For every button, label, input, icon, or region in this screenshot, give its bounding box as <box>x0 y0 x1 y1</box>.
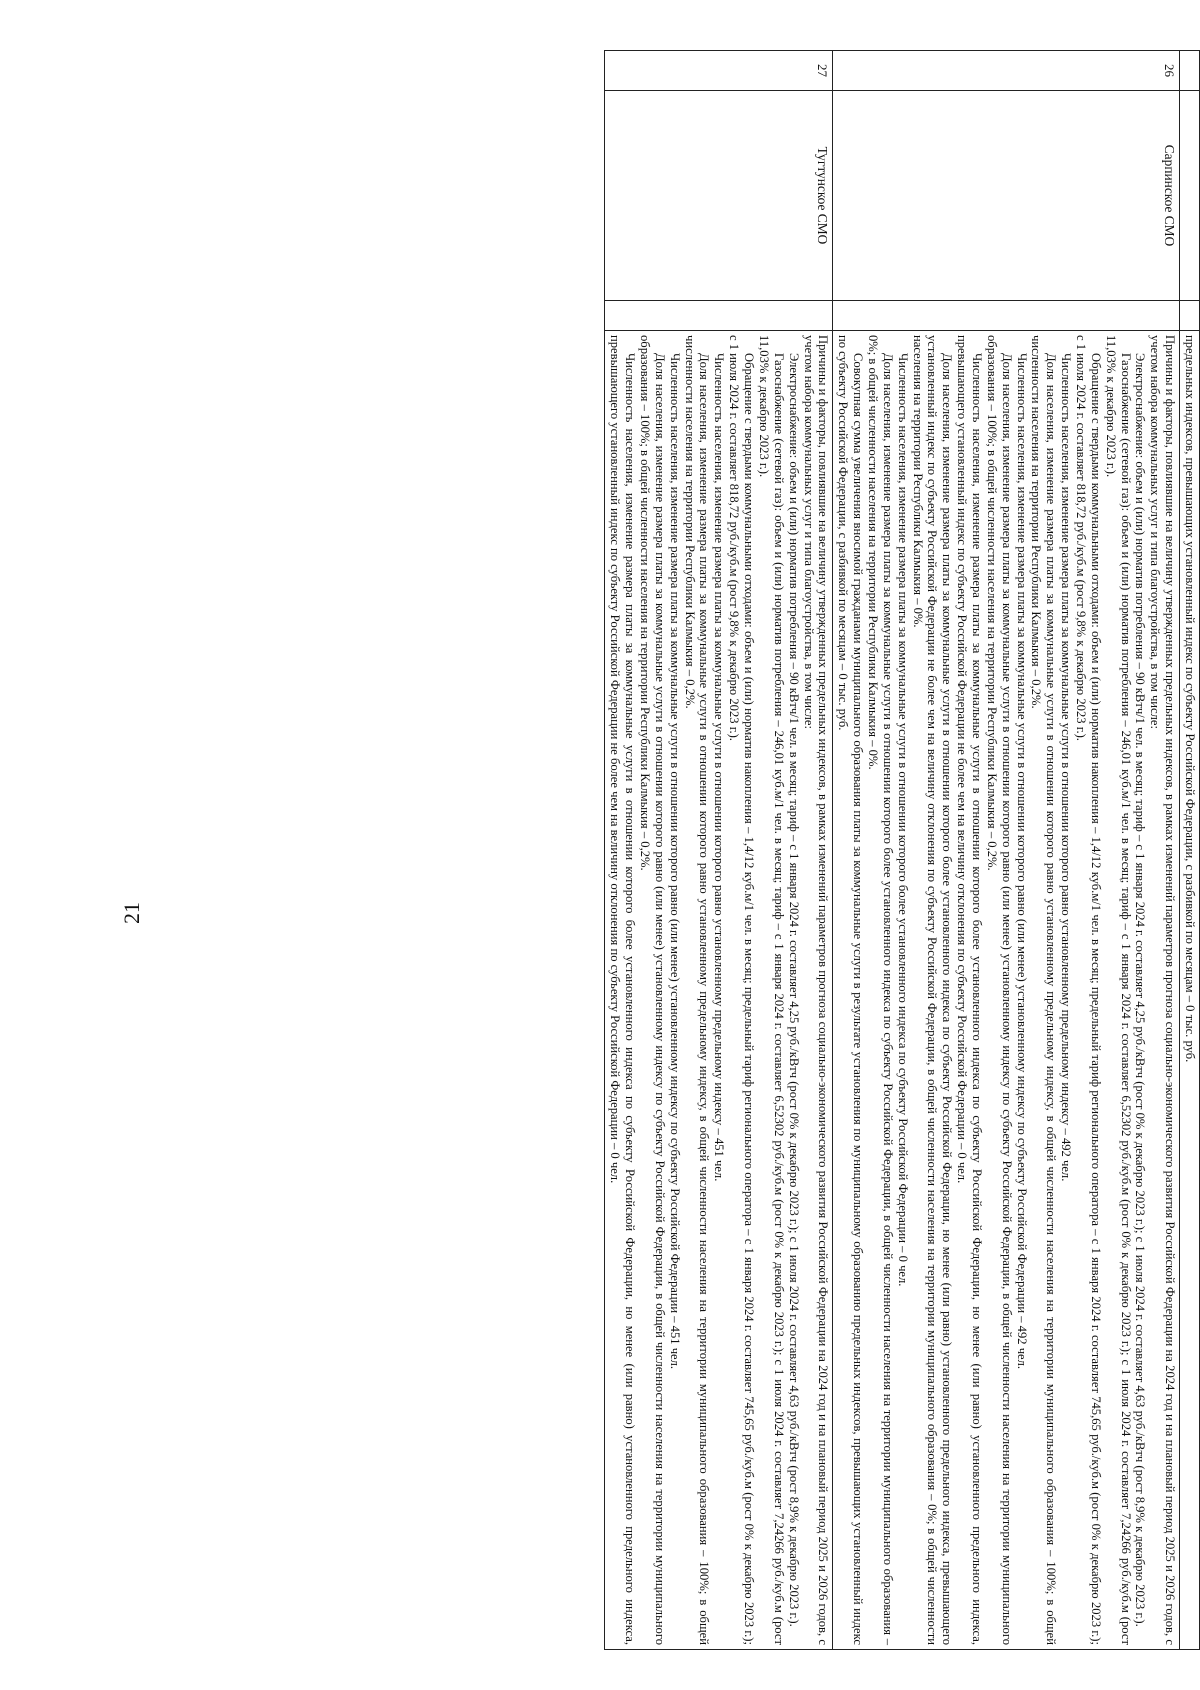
description-paragraph: Причины и факторы, повлиявшие на величину утвержденных предельных индексов, в рамках изменений параметров прогноза социально-экономического развития Российской Федерации на 2024 год и на плановый период 2025 и 2026 годов, с учетом набора коммунальных услуг и типа благоустройства, в том числе: <box>1148 335 1178 1645</box>
description-paragraph: Численность населения, изменение размера платы за коммунальные услуги в отношении которого более установленного индекса по субъекту Российской Федерации, но менее (или равно) установленного предельного индекса, превышающего установленный индекс по субъекту Российской Федерации не более чем на величину отклонения по субъекту Российской Федерации – 0 чел. <box>608 335 638 1645</box>
description-paragraph: Численность населения, изменение размера платы за коммунальные услуги в отношении которого более установленного индекса по субъекту Российской Федерации – 0 чел. <box>895 353 910 1287</box>
description-paragraph: Электроснабжение: объем и (или) норматив потребления – 90 кВтч/1 чел. в месяц; тариф – с 1 января 2024 г. составляет 4,25 руб./кВтч (рост 0% к декабрю 2023 г.); с 1 июля 2024 г. составляет 4,63 руб./кВтч (рост 8,9% к декабрю 2023 г.). <box>786 353 801 1627</box>
description-paragraph: Доля населения, изменение размера платы за коммунальные услуги в отношении которого равно (или менее) установленному индексу по субъекту Российской Федерации, в общей численности населения на территории муниципального образования – 100%; в общей численности населения на территории Республики Калмыкия – 0,2%. <box>984 335 1014 1645</box>
row-number <box>1180 51 1200 91</box>
municipality-name: Тугтунское СМО <box>605 91 833 301</box>
page-number: 21 <box>119 902 144 924</box>
table-row <box>1180 51 1200 1650</box>
description-paragraph: Обращение с твердыми коммунальными отходами: объем и (или) норматив накопления – 1,4/12 куб.м/1 чел. в месяц; предельный тариф регионального оператора – с 1 января 2024 г. составляет 745,65 руб./куб.м (рост 0% к декабрю 2023 г.); с 1 июля 2024 г. составляет 818,72 руб./куб.м (рост 9,8% к декабрю 2023 г.). <box>727 335 757 1645</box>
description-paragraph: Численность населения, изменение размера платы за коммунальные услуги в отношении которого равно установленному предельному индексу – 451 чел. <box>712 353 727 1182</box>
description-paragraph: Обращение с твердыми коммунальными отходами: объем и (или) норматив накопления – 1,4/12 куб.м/1 чел. в месяц; предельный тариф регионального оператора – с 1 января 2024 г. составляет 745,65 руб./куб.м (рост 0% к декабрю 2023 г.); с 1 июля 2024 г. составляет 818,72 руб./куб.м (рост 9,8% к декабрю 2023 г.). <box>1073 335 1103 1645</box>
description-paragraph: предельных индексов, превышающих установленный индекс по субъекту Российской Федерации, с разбивкой по месяцам – 0 тыс. руб. <box>1183 335 1197 1063</box>
description-paragraph: Электроснабжение: объем и (или) норматив потребления – 90 кВтч/1 чел. в месяц; тариф – с 1 января 2024 г. составляет 4,25 руб./кВтч (рост 0% к декабрю 2023 г.); с 1 июля 2024 г. составляет 4,63 руб./кВтч (рост 8,9% к декабрю 2023 г.). <box>1133 353 1148 1627</box>
description-paragraph: Доля населения, изменение размера платы за коммунальные услуги в отношении которого более установленного индекса по субъекту Российской Федерации, но менее (или равно) установленного предельного индекса, превышающего установленный индекс по субъекту Российской Федерации не более чем на величину отклонения по субъекту Российской Федерации, в общей численности населения на территории муниципального образования – 0%; в общей численности населения на территории Республики Калмыкия – 0%. <box>910 335 955 1645</box>
description-paragraph: Газоснабжение (сетевой газ): объем и (или) норматив потребления – 246,01 куб.м/1 чел. в месяц; тариф – с 1 января 2024 г. составляет 6,52302 руб./куб.м (рост 0% к декабрю 2023 г.); с 1 июля 2024 г. составляет 7,24266 руб./куб.м (рост 11,03% к декабрю 2023 г.). <box>1103 335 1133 1645</box>
description-paragraph: Численность населения, изменение размера платы за коммунальные услуги в отношении которого равно (или менее) установленному индексу по субъекту Российской Федерации – 492 чел. <box>1014 353 1029 1370</box>
utility-index-table <box>604 50 1200 1650</box>
empty-cell <box>833 301 1180 331</box>
municipality-name: Сарпинское СМО <box>833 91 1180 301</box>
description-paragraph: Доля населения, изменение размера платы за коммунальные услуги в отношении которого равно (или менее) установленному индексу по субъекту Российской Федерации, в общей численности населения на территории муниципального образования – 100%; в общей численности населения на территории Республики Калмыкия – 0,2%. <box>638 335 667 1645</box>
description-paragraph: Численность населения, изменение размера платы за коммунальные услуги в отношении которого равно (или менее) установленному индексу по субъекту Российской Федерации – 451 чел. <box>667 353 682 1370</box>
description-cell <box>833 331 1180 1650</box>
description-cell <box>605 331 833 1650</box>
row-number: 26 <box>833 51 1180 91</box>
description-paragraph: Доля населения, изменение размера платы за коммунальные услуги в отношении которого более установленного индекса по субъекту Российской Федерации, в общей численности населения на территории муниципального образования – 0%; в общей численности населения на территории Республики Калмыкия – 0%. <box>865 335 895 1645</box>
table-row <box>605 51 833 1650</box>
description-paragraph: Численность населения, изменение размера платы за коммунальные услуги в отношении которого равно установленному предельному индексу – 492 чел. <box>1059 353 1074 1182</box>
description-paragraph: Причины и факторы, повлиявшие на величину утвержденных предельных индексов, в рамках изменений параметров прогноза социально-экономического развития Российской Федерации на 2024 год и на плановый период 2025 и 2026 годов, с учетом набора коммунальных услуг и типа благоустройства, в том числе: <box>801 335 831 1645</box>
empty-cell <box>1180 301 1200 331</box>
description-paragraph: Доля населения, изменение размера платы за коммунальные услуги в отношении которого равно установленному предельному индексу, в общей численности населения на территории муниципального образования – 100%; в общей численности населения на территории Республики Калмыкия – 0,2%. <box>682 335 712 1645</box>
description-paragraph: Численность населения, изменение размера платы за коммунальные услуги в отношении которого более установленного индекса по субъекту Российской Федерации, но менее (или равно) установленного предельного индекса, превышающего установленный индекс по субъекту Российской Федерации не более чем на величину отклонения по субъекту Российской Федерации – 0 чел. <box>955 335 984 1645</box>
description-paragraph: Совокупная сумма увеличения вносимой гражданами муниципального образования платы за коммунальные услуги в результате установления по муниципальному образованию предельных индексов, превышающих установленный индекс по субъекту Российской Федерации, с разбивкой по месяцам – 0 тыс. руб. <box>836 335 866 1645</box>
municipality-name <box>1180 91 1200 301</box>
description-paragraph: Газоснабжение (сетевой газ): объем и (или) норматив потребления – 246,01 куб.м/1 чел. в месяц; тариф – с 1 января 2024 г. составляет 6,52302 руб./куб.м (рост 0% к декабрю 2023 г.); с 1 июля 2024 г. составляет 7,24266 руб./куб.м (рост 11,03% к декабрю 2023 г.). <box>756 335 786 1645</box>
description-cell <box>1180 331 1200 1650</box>
row-number: 27 <box>605 51 833 91</box>
empty-cell <box>605 301 833 331</box>
rotated-table-wrapper <box>175 50 1200 1650</box>
table-row <box>833 51 1180 1650</box>
description-paragraph: Доля населения, изменение размера платы за коммунальные услуги в отношении которого равно установленному предельному индексу, в общей численности населения на территории муниципального образования – 100%; в общей численности населения на территории Республики Калмыкия – 0,2%. <box>1029 335 1059 1645</box>
